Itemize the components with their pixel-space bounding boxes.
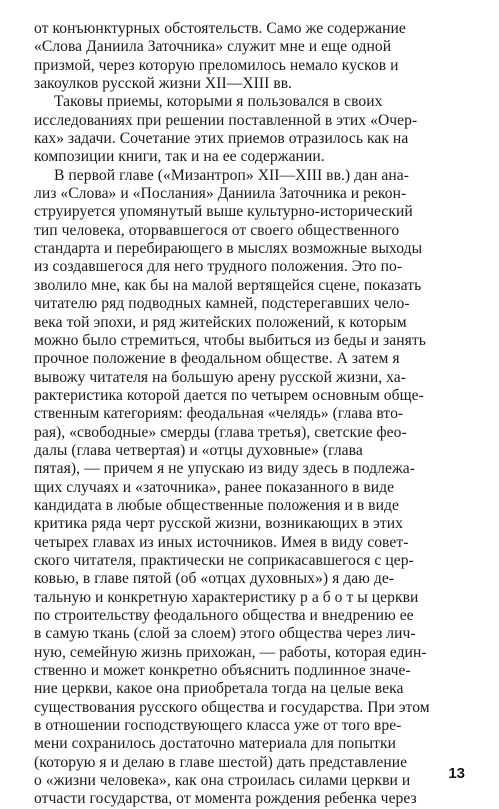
text-line: ковью, в главе пятой (об «отцах духовных») я даю де- [34, 570, 395, 588]
text-line: ского читателя, практически не соприкасавшегося с цер- [34, 551, 414, 569]
text-line: В первой главе («Мизантроп» XII—XIII вв.) дан ана- [54, 166, 409, 184]
text-line: ние церкви, какое она приобретала тогда на целые века [34, 680, 404, 698]
text-line: в самую ткань (слой за слоем) этого общества через лич- [34, 625, 416, 643]
text-line: читателю ряд подводных камней, подстерегавших чело- [34, 295, 410, 313]
text-line: четырех главах из иных источников. Имея в виду совет- [34, 533, 409, 551]
text-line: ную, семейную жизнь прихожан, — работы, которая един- [34, 643, 427, 661]
text-line: тип человека, оторвавшегося от своего общественного [34, 221, 400, 239]
text-line: композиции книги, так и на ее содержании. [34, 148, 325, 166]
text-line: «Слова Даниила Заточника» служит мне и еще одной [34, 38, 392, 56]
text-line: исследованиях при решении поставленной в этих «Очер- [34, 111, 418, 129]
text-line: пятая), — причем я не упускаю из виду здесь в подлежа- [34, 460, 415, 478]
text-line: прочное положение в феодальном обществе. А затем я [34, 350, 400, 368]
text-line: в отношении господствующего класса уже от того вре- [34, 717, 402, 735]
text-line: по строительству феодального общества и внедрению ее [34, 607, 414, 624]
text-line: стандарта и перебирающего в мыслях возможные выходы [34, 240, 423, 258]
paragraph-methods [34, 93, 470, 166]
text-line: критика ряда черт русской жизни, возникающих в этих [34, 515, 403, 533]
text-line: ственно и может конкретно объяснить подлинное значе- [34, 662, 411, 680]
text-line: щих случаях и «заточника», ранее показанного в виде [34, 478, 395, 496]
text-line: кандидата в любые общественные положения и в виде [34, 496, 399, 514]
text-line: существования русского общества и государства. При этом [34, 698, 430, 716]
text-line: рактеристика которой дается по четырем основным обще- [34, 386, 424, 404]
text-line: ках» задачи. Сочетание этих приемов отразилось как на [34, 130, 409, 148]
text-line: струируется упомянутый выше культурно-исторический [34, 203, 413, 221]
text-line: тальную и конкретную характеристику р а б о т ы церкви [34, 588, 419, 606]
text-line: вывожу читателя на большую арену русской жизни, ха- [34, 368, 406, 386]
paragraph-chapters [34, 167, 470, 809]
text-line: (которую я и делаю в главе шестой) дать представление [34, 753, 408, 771]
text-line: закоулков русской жизни XII—XIII вв. [34, 75, 293, 93]
text-line: зволило мне, как бы на малой вертящейся сцене, показать [34, 276, 422, 294]
text-line: ственным категориям: феодальная «челядь» (глава вто- [34, 405, 404, 423]
text-line: от конъюнктурных обстоятельств. Само же содержание [34, 20, 406, 37]
text-line: призмой, через которую преломилось немало кусков и [34, 56, 399, 74]
text-line: мени сохранилось достаточно материала для попытки [34, 735, 397, 753]
text-line: из создавшегося для него трудного положения. Это по- [34, 258, 403, 276]
text-line: века той эпохи, и ряд житейских положений, к которым [34, 313, 407, 331]
text-line: лиз «Слова» и «Послания» Даниила Заточника и рекон- [34, 185, 407, 203]
paragraph-continuation [34, 20, 470, 93]
text-line: о «жизни человека», как она строилась силами церкви и [34, 772, 411, 790]
text-line: Таковы приемы, которыми я пользовался в своих [54, 93, 383, 111]
text-line: далы (глава четвертая) и «отцы духовные» (глава [34, 441, 363, 459]
page-number: 13 [448, 765, 465, 782]
text-line: отчасти государства, от момента рождения ребенка через [34, 790, 417, 808]
body-text [34, 20, 470, 809]
text-line: можно было стремиться, чтобы выбиться из беды и занять [34, 331, 426, 349]
text-line: рая), «свободные» смерды (глава третья), светские феo- [34, 423, 407, 441]
